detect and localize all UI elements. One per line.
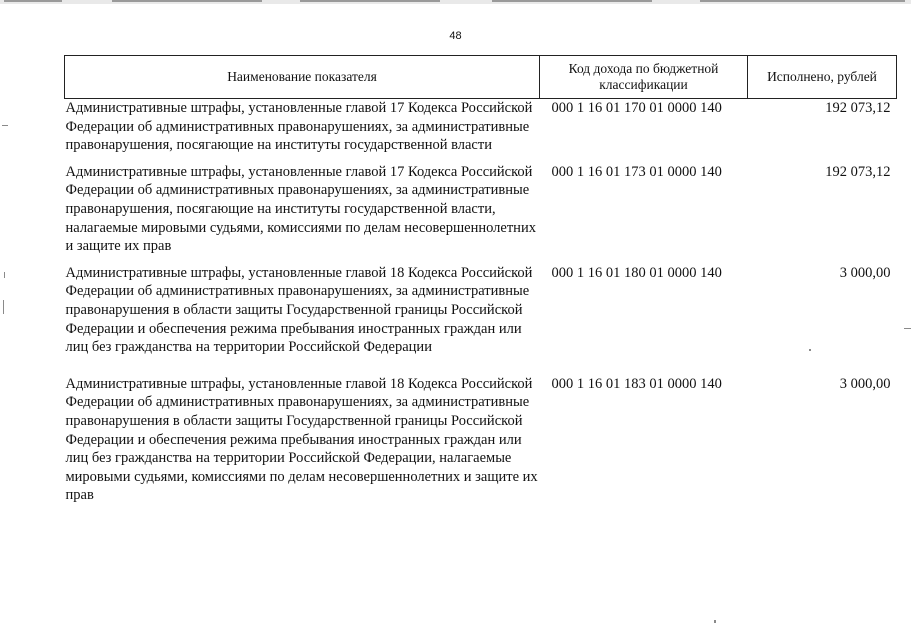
- table-row: [65, 163, 897, 256]
- table-row: [65, 264, 897, 357]
- table-header-row: [65, 56, 897, 99]
- row-spacer: [65, 256, 897, 264]
- scan-edge-dash: [492, 0, 652, 2]
- indicator-name: Административные штрафы, установленные главой 18 Кодекса Российской Федерации об административных правонарушениях, за административные правонарушения в области защиты Государственной границы Российской Федерации и обеспечения режима пребывания иностранных граждан или лиц без гражданства на территории Российской Федерации: [65, 264, 533, 356]
- indicator-name: Административные штрафы, установленные главой 18 Кодекса Российской Федерации об административных правонарушениях, за административные правонарушения в области защиты Государственной границы Российской Федерации и обеспечения режима пребывания иностранных граждан или лиц без гражданства на территории Российской Федерации, налагаемые мировыми судьями, комиссиями по делам несовершеннолетних и защите их прав: [65, 375, 538, 504]
- executed-amount: 192 073,12: [825, 163, 891, 180]
- executed-amount: 192 073,12: [825, 100, 891, 116]
- margin-mark: [4, 272, 5, 278]
- executed-amount: 3 000,00: [839, 375, 891, 392]
- table-row: [65, 375, 897, 505]
- indicator-name: Административные штрафы, установленные главой 17 Кодекса Российской Федерации об административных правонарушениях, за административные правонарушения, посягающие на институты государственной власти, налагаемые мировыми судьями, комиссиями по делам несовершеннолетних и защите их прав: [65, 163, 536, 255]
- table-row: [65, 99, 897, 155]
- column-header-name: Наименование показателя: [65, 56, 540, 99]
- revenue-table: [64, 55, 897, 505]
- column-header-amount: Исполнено, рублей: [748, 56, 897, 99]
- budget-code: 000 1 16 01 183 01 0000 140: [551, 375, 722, 392]
- margin-mark: [714, 620, 716, 623]
- scan-edge-dash: [112, 0, 262, 2]
- margin-mark: [904, 328, 911, 329]
- indicator-name: Административные штрафы, установленные главой 17 Кодекса Российской Федерации об административных правонарушениях, за административные правонарушения, посягающие на институты государственной власти: [65, 100, 533, 154]
- margin-mark: [3, 300, 4, 314]
- budget-code: 000 1 16 01 173 01 0000 140: [551, 163, 722, 180]
- budget-code: 000 1 16 01 170 01 0000 140: [551, 100, 722, 116]
- page-number: 48: [449, 30, 462, 42]
- budget-code: 000 1 16 01 180 01 0000 140: [551, 264, 722, 281]
- margin-mark: [2, 125, 8, 126]
- column-header-code: Код дохода по бюджетной классификации: [540, 56, 748, 99]
- scan-edge-dash: [700, 0, 905, 2]
- row-spacer: [65, 357, 897, 375]
- scan-edge-dash: [4, 0, 62, 2]
- executed-amount: 3 000,00: [839, 264, 891, 281]
- row-spacer: [65, 155, 897, 163]
- scan-edge-dash: [300, 0, 440, 2]
